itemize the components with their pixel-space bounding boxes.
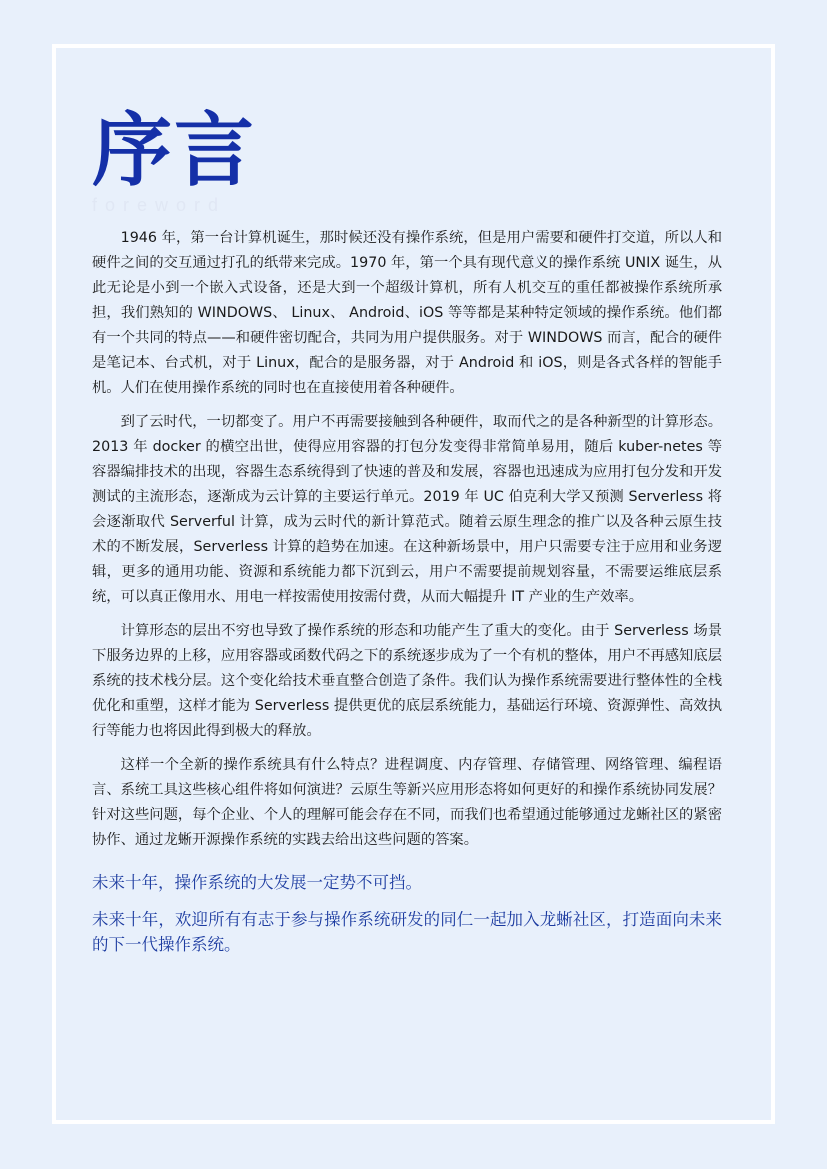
page-title: 序言: [92, 104, 256, 197]
closing-statement-2: 未来十年，欢迎所有有志于参与操作系统研发的同仁一起加入龙蜥社区，打造面向未来的下一代操作系统。: [92, 910, 722, 954]
paragraph-2: 到了云时代，一切都变了。用户不再需要接触到各种硬件，取而代之的是各种新型的计算形态。2013 年 docker 的横空出世，使得应用容器的打包分发变得非常简单易用，随后 kuber-netes 等容器编排技术的出现，容器生态系统得到了快速的普及和发展，容器也迅速成为应用打包分发和开发测试的主流形态，逐渐成为云计算的主要运行单元。2019 年 UC 伯克利大学又预测 Serverless 将会逐渐取代 Serverful 计算，成为云时代的新计算范式。随着云原生理念的推广以及各种云原生技术的不断发展，Serverless 计算的趋势在加速。在这种新场景中，用户只需要专注于应用和业务逻辑，更多的通用功能、资源和系统能力都下沉到云，用户不需要提前规划容量，不需要运维底层系统，可以真正像用水、用电一样按需使用按需付费，从而大幅提升 IT 产业的生产效率。: [92, 414, 722, 605]
document-content: [92, 104, 722, 957]
page-subtitle: foreword: [92, 195, 227, 215]
paragraph-3: 计算形态的层出不穷也导致了操作系统的形态和功能产生了重大的变化。由于 Serverless 场景下服务边界的上移，应用容器或函数代码之下的系统逐步成为了一个有机的整体，用户不再感知底层系统的技术栈分层。这个变化给技术垂直整合创造了条件。我们认为操作系统需要进行整体性的全栈优化和重塑，这样才能为 Serverless 提供更优的底层系统能力，基础运行环境、资源弹性、高效执行等能力也将因此得到极大的释放。: [92, 623, 722, 739]
closing-statement-1: 未来十年，操作系统的大发展一定势不可挡。: [92, 873, 422, 892]
paragraph-1: 1946 年，第一台计算机诞生，那时候还没有操作系统，但是用户需要和硬件打交道，所以人和硬件之间的交互通过打孔的纸带来完成。1970 年，第一个具有现代意义的操作系统 UNIX 诞生，从此无论是小到一个嵌入式设备，还是大到一个超级计算机，所有人机交互的重任都被操作系统所承担，我们熟知的 WINDOWS、 Linux、 Android、iOS 等等都是某种特定领域的操作系统。他们都有一个共同的特点——和硬件密切配合，共同为用户提供服务。对于 WINDOWS 而言，配合的硬件是笔记本、台式机，对于 Linux，配合的是服务器，对于 Android 和 iOS，则是各式各样的智能手机。人们在使用操作系统的同时也在直接使用着各种硬件。: [92, 230, 722, 396]
paragraph-4: 这样一个全新的操作系统具有什么特点？进程调度、内存管理、存储管理、网络管理、编程语言、系统工具这些核心组件将如何演进？云原生等新兴应用形态将如何更好的和操作系统协同发展？针对这些问题，每个企业、个人的理解可能会存在不同，而我们也希望通过能够通过龙蜥社区的紧密协作、通过龙蜥开源操作系统的实践去给出这些问题的答案。: [92, 757, 722, 848]
